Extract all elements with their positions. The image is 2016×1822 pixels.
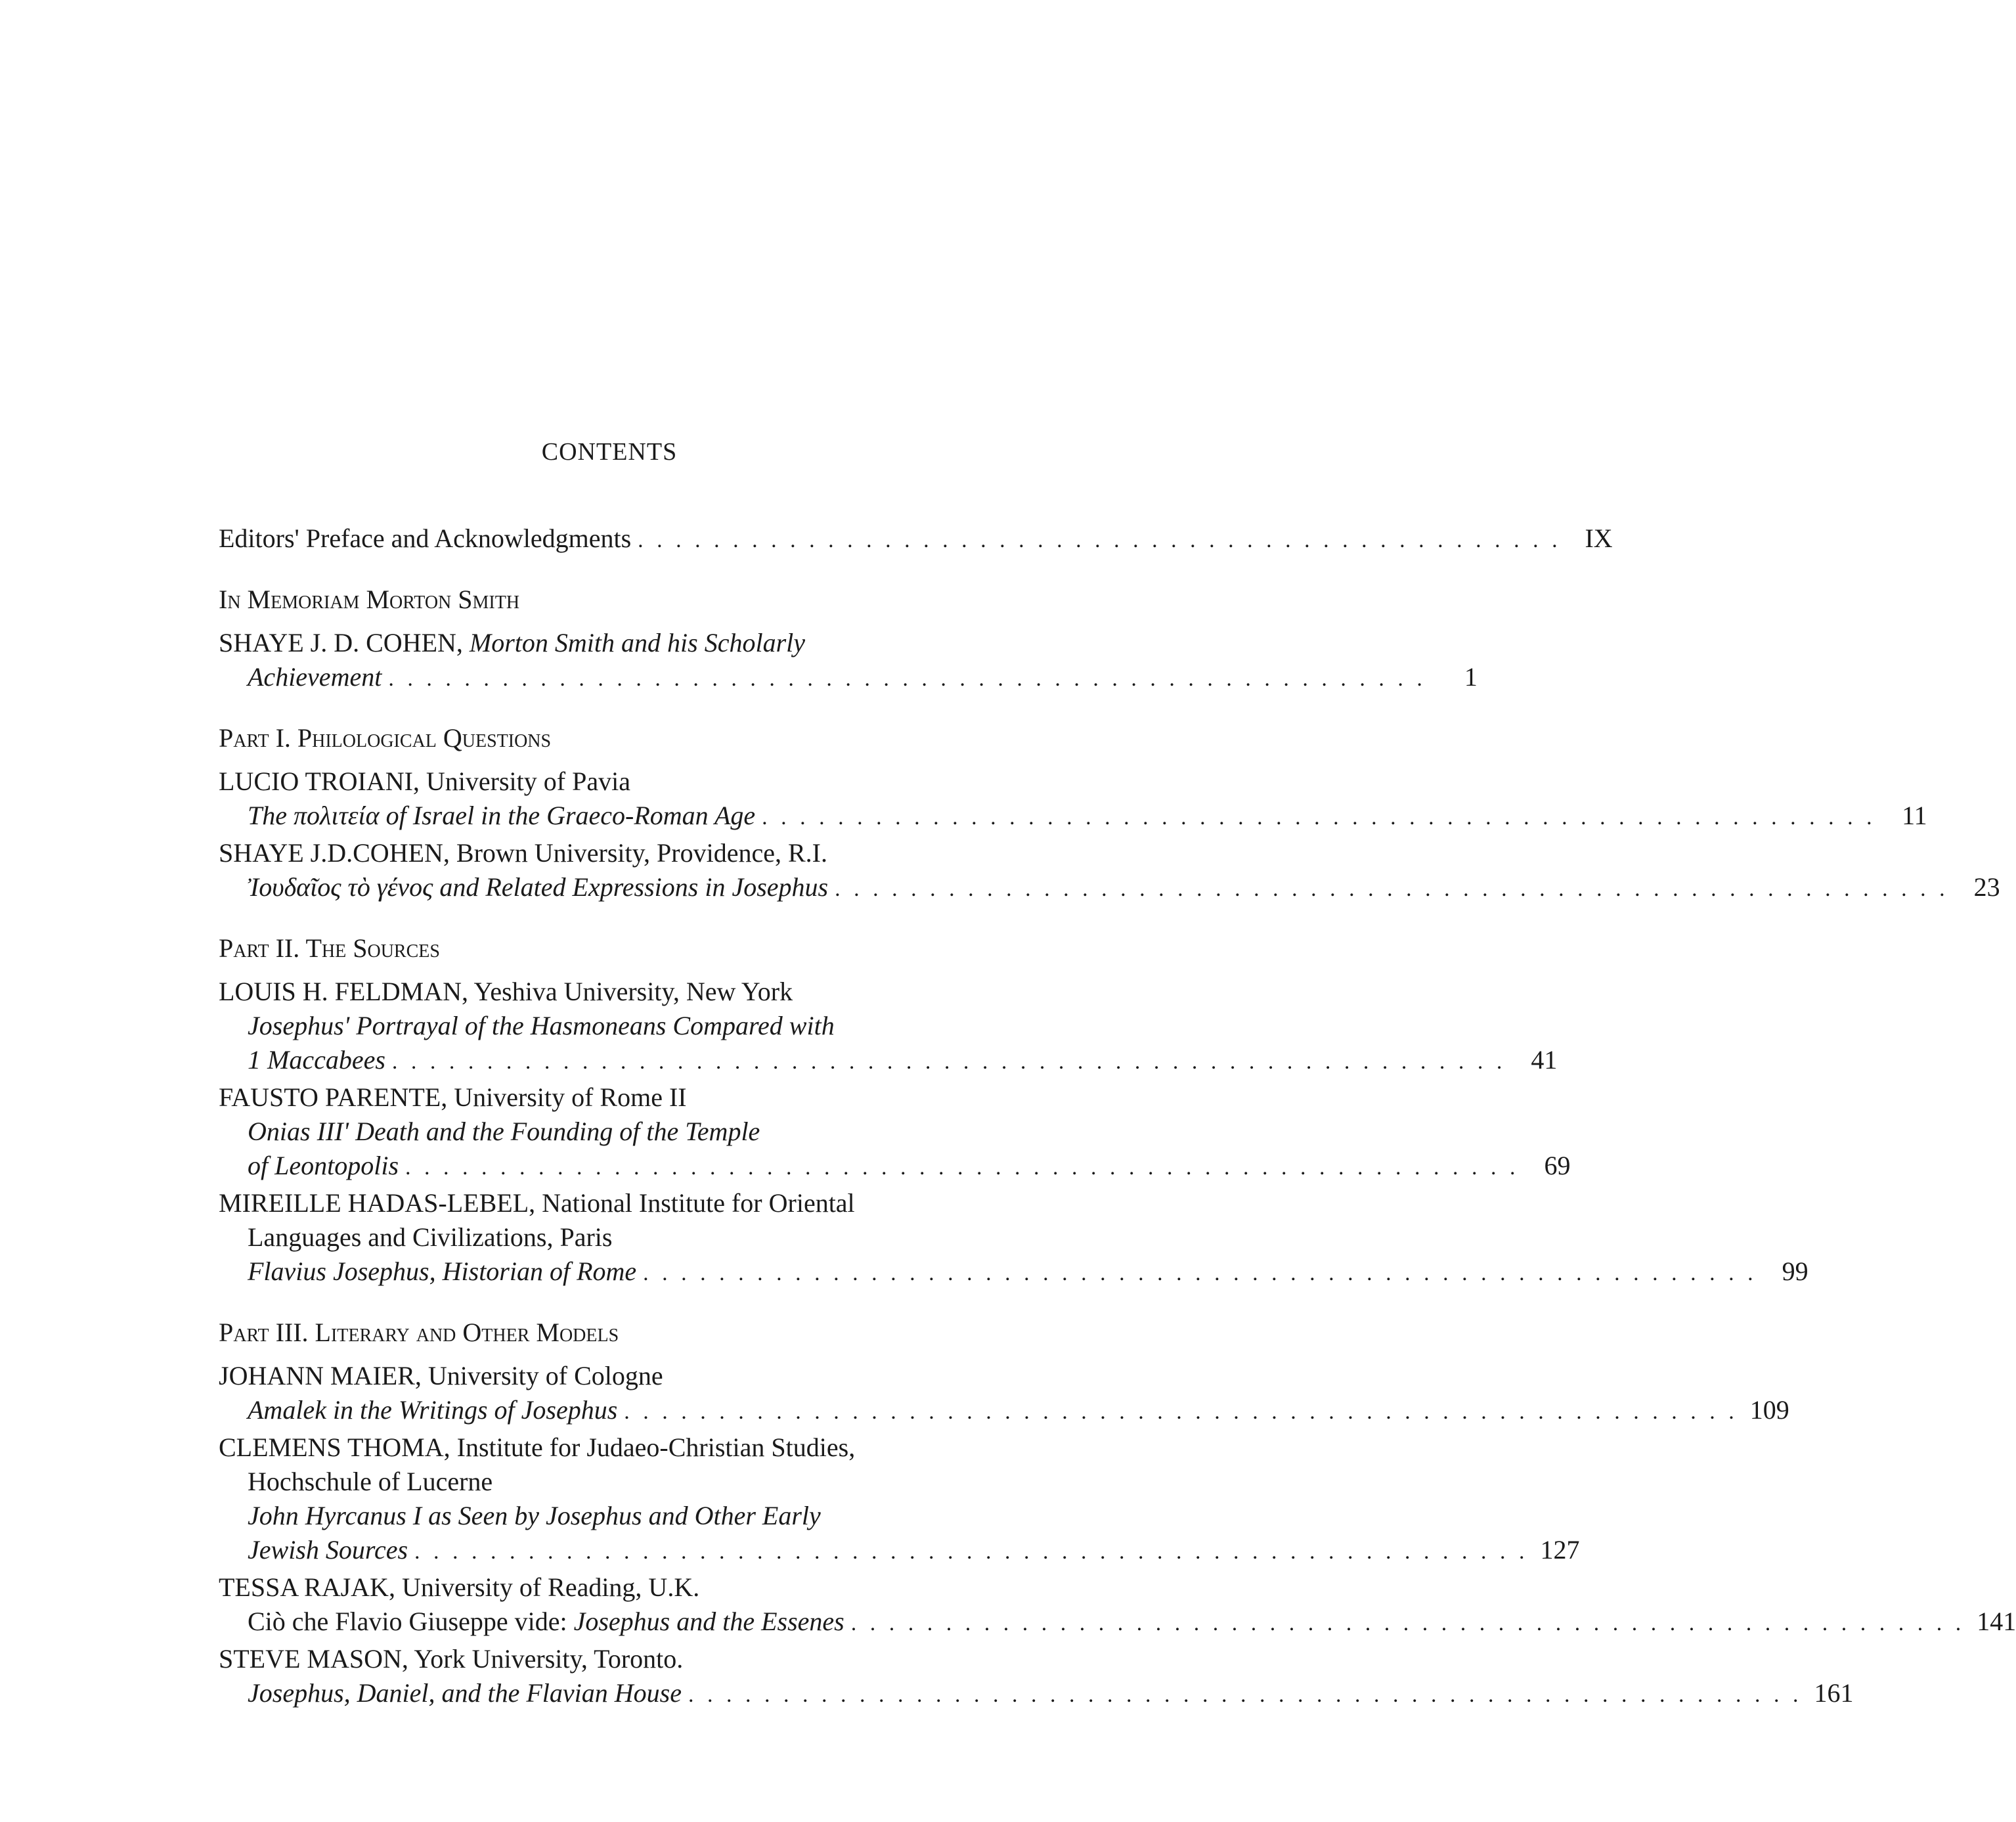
section-heading: Part I. Philological Questions xyxy=(219,723,552,753)
leader-dots: . . . . . . . . . . . . . . . . . . . . . . . . . . . . . . . . . . . . . . . . . . . . . . . . . . . . . . . . . . . xyxy=(643,1261,1757,1285)
toc-entry[interactable] xyxy=(219,1642,1854,1712)
section-heading: Part III. Literary and Other Models xyxy=(219,1318,619,1347)
entry-title-line xyxy=(219,1533,1580,1569)
entry-title-line xyxy=(219,1255,1808,1291)
leader-dots: . . . . . . . . . . . . . . . . . . . . . . . . . . . . . . . . . . . . . . . . . . . . . . . . . . . . . . . . . . . xyxy=(762,805,1876,830)
page-number: 161 xyxy=(1814,1678,1854,1708)
entry-author: MIREILLE HADAS-LEBEL, National Institute for Oriental xyxy=(219,1188,855,1218)
section-part-1 xyxy=(219,721,2000,906)
entry-author: STEVE MASON, York University, Toronto. xyxy=(219,1644,684,1674)
section-heading: Part II. The Sources xyxy=(219,933,440,963)
entry-title xyxy=(248,799,755,833)
leader-dots: . . . . . . . . . . . . . . . . . . . . . . . . . . . . . . . . . . . . . . . . . . . . . . . . . . . . . . . . . . . xyxy=(850,1611,1965,1635)
entry-title-italic: of Leontopolis xyxy=(248,1151,399,1180)
page-number: 69 xyxy=(1544,1151,1571,1180)
entry-author: TESSA RAJAK, University of Reading, U.K. xyxy=(219,1572,700,1602)
toc-entry[interactable] xyxy=(219,975,1558,1079)
page-number: 141 xyxy=(1977,1607,2016,1636)
entry-title: John Hyrcanus I as Seen by Josephus and Other Early xyxy=(248,1501,821,1530)
toc-entry[interactable] xyxy=(219,1570,2016,1641)
entry-title-line xyxy=(219,1676,1854,1712)
entry-title xyxy=(248,1043,385,1077)
entry-title-line xyxy=(219,1149,1571,1185)
entry-title-line xyxy=(219,870,2000,906)
section-memoriam xyxy=(219,583,1478,696)
page-number: 109 xyxy=(1749,1395,1789,1425)
section-part-2 xyxy=(219,931,1808,1291)
entry-title xyxy=(248,1676,682,1710)
leader-dots: . . . . . . . . . . . . . . . . . . . . . . . . . . . . . . . . . . . . . . . . . . . . . . . . . . . . . . . xyxy=(388,667,1426,691)
entry-title-italic: 1 Maccabees xyxy=(248,1045,385,1075)
entry-author: SHAYE J.D.COHEN, Brown University, Providence, R.I. xyxy=(219,838,827,868)
entry-title-line xyxy=(219,1043,1558,1079)
leader-dots: . . . . . . . . . . . . . . . . . . . . . . . . . . . . . . . . . . . . . . . . . . . . . . . . . . . . . . . . . . . xyxy=(835,877,1949,901)
entry-title-italic: Josephus and the Essenes xyxy=(573,1607,844,1636)
leader-dots: . . . . . . . . . . . . . . . . . . . . . . . . . . . . . . . . . . . . . . . . . . . . . . . . . . . . . . . . . . . xyxy=(414,1540,1529,1564)
entry-title xyxy=(248,1255,636,1289)
entry-title xyxy=(248,1605,844,1639)
entry-title-line xyxy=(219,799,1927,835)
toc-entry-preface[interactable] xyxy=(219,522,1613,558)
contents-page xyxy=(219,433,2016,1714)
leader-dots: . . . . . . . . . . . . . . . . . . . . . . . . . . . . . . . . . . . . . . . . . . . . . . . . . . . . . . . . . . . xyxy=(688,1683,1803,1707)
section-part-3 xyxy=(219,1316,2016,1712)
entry-author: FAUSTO PARENTE, University of Rome II xyxy=(219,1082,687,1112)
entry-author: LOUIS H. FELDMAN, Yeshiva University, New York xyxy=(219,977,793,1006)
entry-author: SHAYE J. D. COHEN, xyxy=(219,628,463,657)
toc-entry[interactable] xyxy=(219,765,1927,835)
page-number: 41 xyxy=(1531,1045,1558,1075)
page-number: 1 xyxy=(1464,662,1478,692)
page-number: 99 xyxy=(1782,1256,1808,1286)
toc-entry[interactable] xyxy=(219,836,2000,906)
entry-title-italic: Josephus, Daniel, and the Flavian House xyxy=(248,1678,682,1708)
entry-title xyxy=(248,1533,408,1567)
page-title: CONTENTS xyxy=(541,438,678,466)
entry-title: Onias III' Death and the Founding of the Temple xyxy=(248,1117,760,1146)
entry-title: Josephus' Portrayal of the Hasmoneans Compared with xyxy=(248,1011,835,1040)
leader-dots: . . . . . . . . . . . . . . . . . . . . . . . . . . . . . . . . . . . . . . . . . . . . . . . . . . . . . . . . . . . xyxy=(405,1155,1520,1180)
page-number: 11 xyxy=(1902,801,1927,830)
entry-title-line xyxy=(219,1605,2016,1641)
section-heading: In Memoriam Morton Smith xyxy=(219,585,520,614)
entry-title-italic: Flavius Josephus, Historian of Rome xyxy=(248,1256,637,1286)
leader-dots: . . . . . . . . . . . . . . . . . . . . . . . . . . . . . . . . . . . . . . . . . . . . . . . . . xyxy=(638,528,1562,552)
entry-author: LUCIO TROIANI, University of Pavia xyxy=(219,767,630,796)
entry-title xyxy=(248,870,828,904)
entry-affiliation: Languages and Civilizations, Paris xyxy=(248,1222,613,1252)
entry-title-prefix: The xyxy=(248,801,294,830)
entry-title xyxy=(248,1393,617,1427)
entry-title-line xyxy=(219,1393,1789,1429)
toc-entry[interactable] xyxy=(219,1186,1808,1291)
page-number: 127 xyxy=(1540,1535,1580,1565)
entry-author: CLEMENS THOMA, Institute for Judaeo-Christian Studies, xyxy=(219,1433,856,1462)
entry-title-continued: Achievement xyxy=(248,662,382,692)
page-number: IX xyxy=(1585,523,1613,553)
entry-title: Editors' Preface and Acknowledgments xyxy=(219,523,632,553)
entry-title-italic: Ἰουδαῖος τὸ γένος and Related Expressions in Josephus xyxy=(248,872,829,902)
toc-entry-memoriam[interactable] xyxy=(219,626,1478,696)
entry-title-italic: πολιτεία of Israel in the Graeco-Roman Age xyxy=(294,801,756,830)
entry-affiliation: Hochschule of Lucerne xyxy=(248,1467,493,1496)
entry-title-italic: Jewish Sources xyxy=(248,1535,408,1565)
entry-title xyxy=(248,1149,399,1183)
entry-title-italic: Amalek in the Writings of Josephus xyxy=(248,1395,618,1425)
leader-dots: . . . . . . . . . . . . . . . . . . . . . . . . . . . . . . . . . . . . . . . . . . . . . . . . . . . . . . . . . . . xyxy=(624,1400,1738,1424)
toc-entry[interactable] xyxy=(219,1359,1789,1429)
parts-list xyxy=(219,721,2016,1712)
leader-dots: . . . . . . . . . . . . . . . . . . . . . . . . . . . . . . . . . . . . . . . . . . . . . . . . . . . . . . . . . . . xyxy=(391,1050,1506,1074)
page-number: 23 xyxy=(1973,872,2000,902)
entry-title-prefix: Ciò che Flavio Giuseppe vide: xyxy=(248,1607,574,1636)
toc-entry[interactable] xyxy=(219,1431,1580,1569)
toc-entry[interactable] xyxy=(219,1080,1571,1185)
entry-author: JOHANN MAIER, University of Cologne xyxy=(219,1361,663,1390)
entry-title: Morton Smith and his Scholarly xyxy=(469,628,805,657)
